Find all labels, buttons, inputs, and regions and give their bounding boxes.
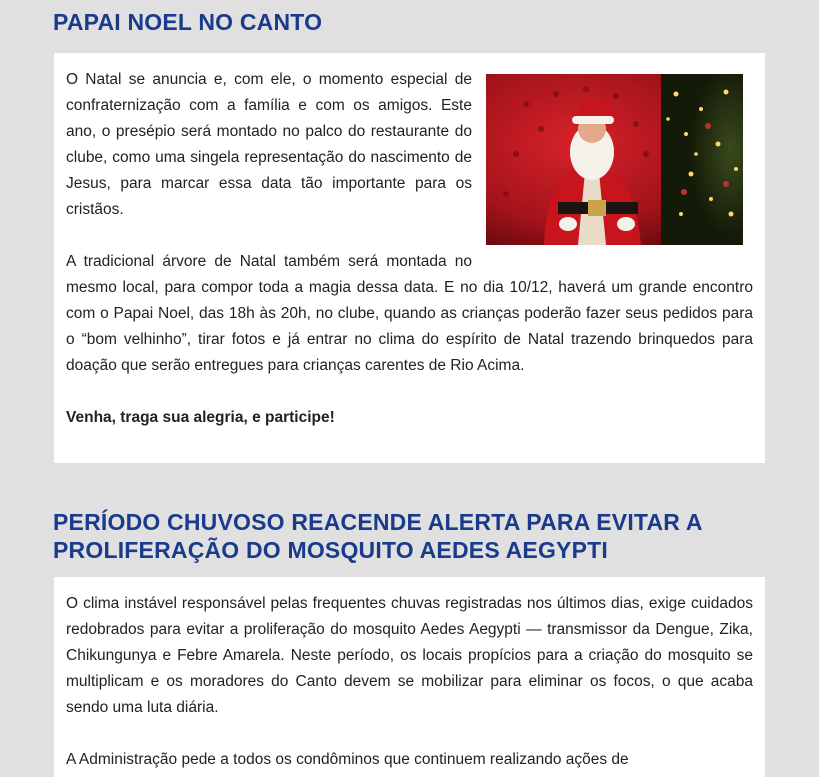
article-paragraph: O Natal se anuncia e, com ele, o momento especial de confraternização com a família e com os amigos. Este ano, o presépio será montado no palco do restaurante do clube, como uma singela representação do nascimento de Jesus, para marcar essa data tão importante para os cristãos. [66, 71, 472, 218]
article-title: PERÍODO CHUVOSO REACENDE ALERTA PARA EVITAR A PROLIFERAÇÃO DO MOSQUITO AEDES AEGYPTI [53, 509, 702, 563]
santa-claus-photo [486, 74, 743, 245]
article-paragraph: A tradicional árvore de Natal também será montada no mesmo local, para compor toda a magia dessa data. E no dia 10/12, haverá um grande encontro com o Papai Noel, das 18h às 20h, no clube, quando as crianças poderão fazer seus pedidos para o “bom velhinho”, tirar fotos e já entrar no clima do espírito de Natal trazendo brinquedos para doação que serão entregues para crianças carentes de Rio Acima. [66, 253, 753, 374]
article-paragraph: O clima instável responsável pelas frequentes chuvas registradas nos últimos dias, exige cuidados redobrados para evitar a proliferação do mosquito Aedes Aegypti — transmissor da Dengue, Zika, Chikungunya e Febre Amarela. Neste período, os locais propícios para a criação do mosquito se multiplicam e os moradores do Canto devem se mobilizar para eliminar os focos, o que acaba sendo uma luta diária. [66, 595, 753, 716]
article-card [54, 577, 765, 777]
article-title: PAPAI NOEL NO CANTO [53, 9, 323, 35]
call-to-action: Venha, traga sua alegria, e participe! [66, 409, 335, 426]
article-paragraph: A Administração pede a todos os condôminos que continuem realizando ações de [66, 751, 629, 768]
article-card [54, 53, 765, 463]
